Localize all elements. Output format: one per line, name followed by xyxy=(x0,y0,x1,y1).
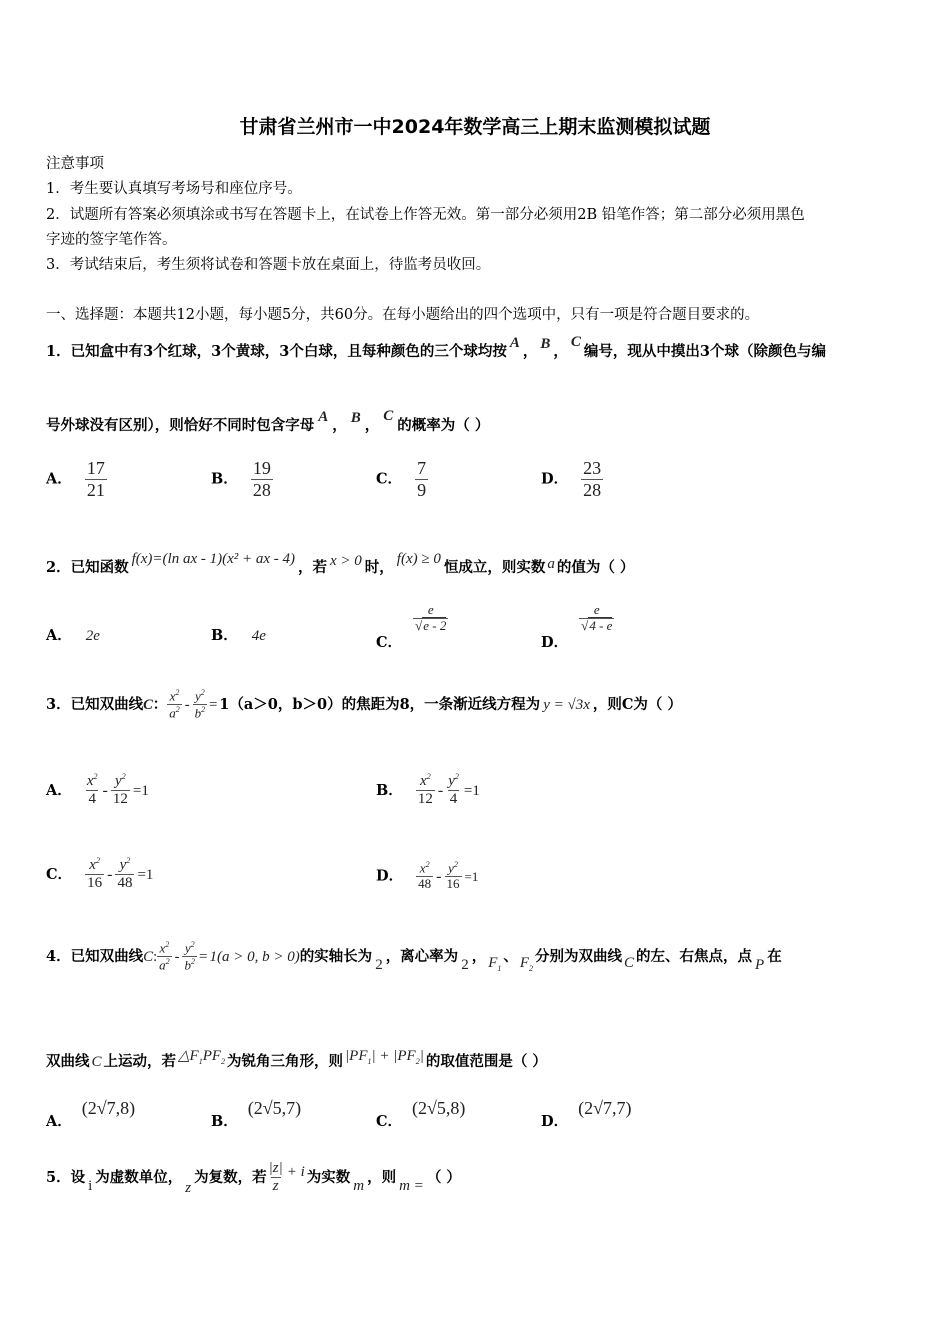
q2-text: 2．已知函数 f(x)=(ln ax - 1)(x² + ax - 4) ，若 x > 0 时， f(x) ≥ 0 恒成立，则实数 a 的值为（ ） xyxy=(46,551,635,576)
q4-text-2: 双曲线 C 上运动，若 $\triangle F_1PF_2$ 为锐角三角形，则 $|PF_1| + |PF_2|$ 的取值范围是（ ） xyxy=(46,1048,547,1070)
q2-option-c[interactable]: C． $\frac{e}{√e - 2}$ xyxy=(376,602,447,651)
q3-option-a[interactable]: A． $\frac{x^2}{4}$ - $\frac{y^2}{12}$ =1 xyxy=(46,772,149,808)
q3-option-d[interactable]: D． $\frac{x^2}{48}$ - $\frac{y^2}{16}$ =1 xyxy=(376,860,479,892)
notice-item: 字迹的签字笔作答。 xyxy=(46,232,177,248)
q4-option-c[interactable]: C．(2√5,8) xyxy=(376,1098,466,1130)
q4-text: 4．已知双曲线C: $\frac{x^2}{a^2}$ - $\frac{y^2}{b^2}$ = 1(a > 0, b > 0)的实轴长为 2 ，离心率为 2 ， $F_1$、 $F_2$分别为双曲线 C 的左、右焦点，点 P 在 xyxy=(46,940,782,973)
q1-option-a[interactable]: A． $\frac{17}{21}$ xyxy=(46,458,105,500)
q2-option-d[interactable]: D． $\frac{e}{√4 - e}$ xyxy=(541,602,613,651)
notice-item: 1．考生要认真填写考场号和座位序号。 xyxy=(46,181,302,197)
section-heading: 一、选择题：本题共12小题，每小题5分，共60分。在每小题给出的四个选项中，只有一项是符合题目要求的。 xyxy=(46,307,760,323)
q4-option-a[interactable]: A．(2√7,8) xyxy=(46,1098,136,1130)
q4-option-b[interactable]: B．(2√5,7) xyxy=(211,1098,302,1130)
q3-text: 3．已知双曲线C： $\frac{x^2}{a^2}$ - $\frac{y^2}{b^2}$ = 1（a＞0，b＞0）的焦距为8，一条渐近线方程为 y = √3x ，则C为（ ） xyxy=(46,688,682,721)
notice-item: 3．考试结束后，考生须将试卷和答题卡放在桌面上，待监考员收回。 xyxy=(46,257,491,273)
notice-heading: 注意事项 xyxy=(46,156,104,172)
q1-option-d[interactable]: D． $\frac{23}{28}$ xyxy=(541,458,602,500)
q2-option-a[interactable]: A． 2e xyxy=(46,627,100,644)
q2-option-b[interactable]: B． 4e xyxy=(211,627,266,644)
q4-option-d[interactable]: D．(2√7,7) xyxy=(541,1098,632,1130)
q1-text: 1．已知盒中有3个红球，3个黄球，3个白球，且每种颜色的三个球均按 A ， B ，C编号，现从中摸出3个球（除颜色与编 xyxy=(46,334,826,360)
notice-item: 2．试题所有答案必须填涂或书写在答题卡上，在试卷上作答无效。第一部分必须用2B 铅笔作答；第二部分必须用黑色 xyxy=(46,207,805,223)
q3-option-b[interactable]: B． $\frac{x^2}{12}$ - $\frac{y^2}{4}$ =1 xyxy=(376,772,480,808)
q1-option-c[interactable]: C． $\frac{7}{9}$ xyxy=(376,458,427,500)
q5-text: 5．设 i 为虚数单位，z为复数，若 $\frac{|z|}{z}$ + i 为实数 m ，则 m = （ ） xyxy=(46,1160,461,1196)
q3-option-c[interactable]: C． $\frac{x^2}{16}$ - $\frac{y^2}{48}$ =1 xyxy=(46,856,154,892)
page-title: 甘肃省兰州市一中2024年数学高三上期末监测模拟试题 xyxy=(239,116,711,138)
q1-option-b[interactable]: B． $\frac{19}{28}$ xyxy=(211,458,271,500)
q1-text-2: 号外球没有区别），则恰好不同时包含字母 A ， B ，C的概率为（ ） xyxy=(46,408,490,434)
